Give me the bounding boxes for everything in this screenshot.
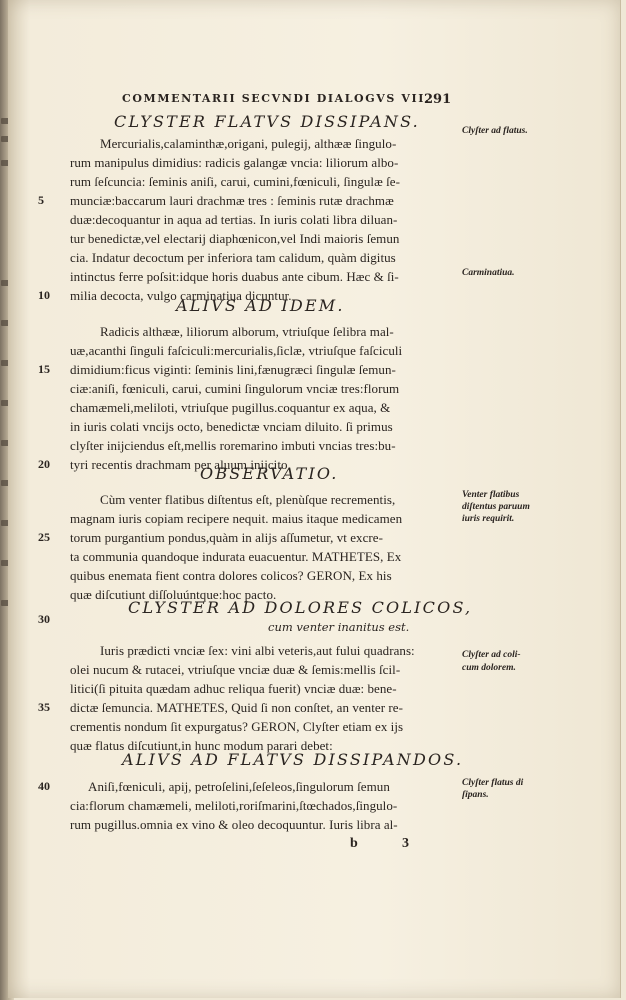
text-line: cia. Indatur decoctum per inferiora tam calidum, quàm digitus: [70, 250, 396, 265]
margin-note: Clyſter ad coli-: [462, 650, 521, 660]
section-title: ALIVS AD IDEM.: [176, 296, 345, 315]
line-number: 35: [38, 700, 50, 714]
text-line: dimidium:ficus viginti: ſeminis lini,fænugræci ſingulæ ſemun-: [70, 362, 396, 377]
page-number: 291: [424, 92, 452, 107]
text-line: quæ flatus diſcutiunt,in hunc modum parari debet:: [70, 738, 333, 753]
text-line: Aniſi,fœniculi, apij, petroſelini,ſeſeleos,ſingulorum ſemun: [88, 779, 390, 794]
margin-note: ſipans.: [462, 790, 489, 800]
text-line: cia:florum chamæmeli, meliloti,roriſmarini,ſtœchados,ſingulo-: [70, 798, 398, 813]
text-line: dictæ ſemuncia. MATHETES, Quid ſi non conſtet, an venter re-: [70, 700, 403, 715]
text-line: intinctus ferre poſsit:idque horis duabus ante cibum. Hæc & ſi-: [70, 269, 399, 284]
text-line: torum purgantium pondus,quàm in alijs aſſumetur, vt excre-: [70, 530, 383, 545]
section-title: CLYSTER AD DOLORES COLICOS,: [128, 598, 473, 617]
section-subtitle: cum venter inanitus est.: [268, 620, 410, 634]
margin-note: Clyſter ad flatus.: [462, 126, 528, 136]
line-number: 40: [38, 779, 50, 793]
text-line: rum pugillus.omnia ex vino & oleo decoquuntur. Iuris libra al-: [70, 817, 398, 832]
signature-mark: b: [350, 836, 358, 851]
text-line: quæ diſcutiunt diſſoluúntque:hoc pacto.: [70, 587, 277, 602]
margin-note: Venter flatibus: [462, 490, 520, 500]
text-line: clyſter inijciendus eſt,mellis roremarino imbuti vncias tres:bu-: [70, 438, 396, 453]
text-line: tur benedictæ,vel electarij diaphœnicon,vel Indi maioris ſemun: [70, 231, 400, 246]
text-line: magnam iuris copiam recipere nequit. maius itaque medicamen: [70, 511, 403, 526]
line-number: 20: [38, 457, 50, 471]
margin-note: iuris requirit.: [462, 514, 515, 524]
section-title: OBSERVATIO.: [200, 464, 339, 483]
text-line: in iuris colati vncijs octo, benedictæ vnciam diluito. ſi primus: [70, 419, 393, 434]
line-number: 10: [38, 288, 50, 302]
text-line: rum manipulus dimidius: radicis galangæ vncia: liliorum albo-: [70, 155, 399, 170]
text-line: crementis nondum ſit expurgatus? GERON, Clyſter etiam ex ijs: [70, 719, 404, 734]
text-line: tyri recentis drachmam per aluum inijcito.: [70, 457, 291, 472]
text-line: duæ:decoquantur in aqua ad tertias. In iuris colati libra diluan-: [70, 212, 398, 227]
text-line: milia decocta, vulgo carminatiua dicuntur.: [70, 288, 292, 303]
line-number: 15: [38, 362, 50, 376]
section-title: ALIVS AD FLATVS DISSIPANDOS.: [122, 750, 464, 769]
text-line: rum ſeſcuncia: ſeminis aniſi, carui, cumini,fœniculi, ſingulæ ſe-: [70, 174, 400, 189]
text-line: Iuris prædicti vnciæ ſex: vini albi veteris,aut fului quadrans:: [100, 643, 415, 658]
signature-number: 3: [402, 836, 409, 851]
text-line: olei nucum & rutacei, vtriuſque vnciæ duæ & ſemis:mellis ſcil-: [70, 662, 401, 677]
text-line: uæ,acanthi ſinguli faſciculi:mercurialis,ſiclæ, vtriuſque faſciculi: [70, 343, 403, 358]
line-number: 25: [38, 530, 50, 544]
text-line: Cùm venter flatibus diſtentus eſt, plenùſque recrementis,: [100, 492, 396, 507]
margin-note: Carminatiua.: [462, 268, 515, 278]
text-line: Mercurialis,calaminthæ,origani, pulegij, althææ ſingulo-: [100, 136, 397, 151]
margin-note: cum dolorem.: [462, 663, 516, 673]
text-line: ciæ:aniſi, fœniculi, carui, cumini ſingulorum vnciæ tres:florum: [70, 381, 400, 396]
text-line: munciæ:baccarum lauri drachmæ tres : ſeminis rutæ drachmæ: [70, 193, 394, 208]
text-line: Radicis althææ, liliorum alborum, vtriuſque ſelibra mal-: [100, 324, 394, 339]
margin-note: Clyſter flatus di: [462, 778, 524, 788]
line-number: 30: [38, 612, 50, 626]
line-number: 5: [38, 193, 44, 207]
section-title: CLYSTER FLATVS DISSIPANS.: [114, 112, 420, 131]
text-line: quibus enemata fient contra dolores colicos? GERON, Ex his: [70, 568, 392, 583]
margin-note: diſtentus paruum: [462, 502, 530, 512]
text-line: ta communia quandoque indurata euacuentur. MATHETES, Ex: [70, 549, 402, 564]
text-line: chamæmeli,meliloti, vtriuſque pugillus.coquantur ex aqua, &: [70, 400, 391, 415]
running-title: COMMENTARII SECVNDI DIALOGVS VII.: [122, 92, 431, 105]
text-line: litici(ſi pituita quædam adhuc reliqua fuerit) vnciæ duæ: bene-: [70, 681, 397, 696]
